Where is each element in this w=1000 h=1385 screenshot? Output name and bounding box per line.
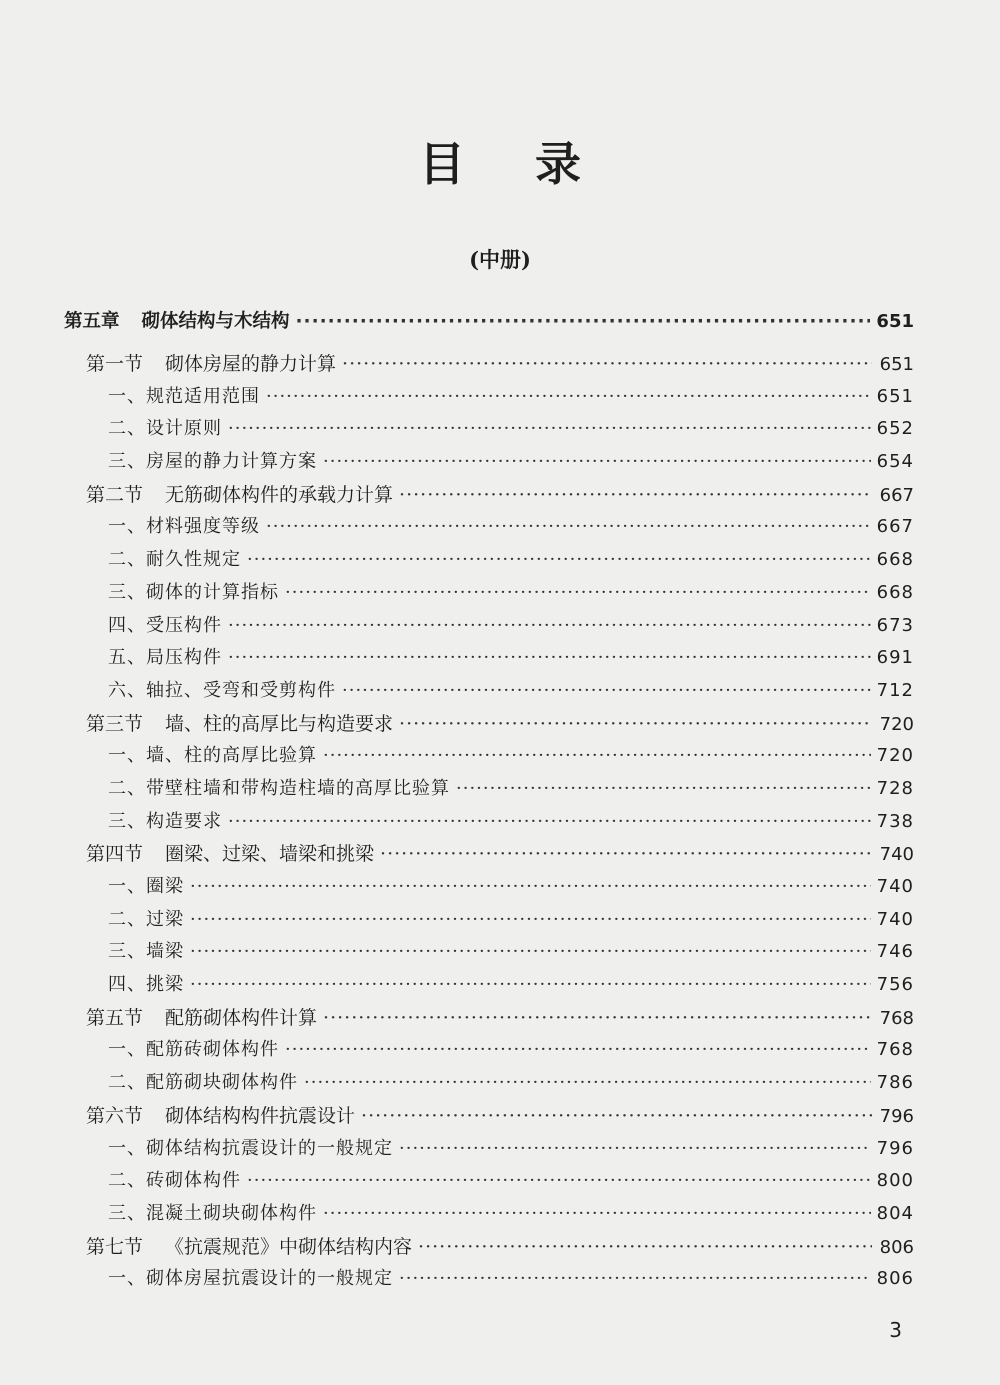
- entry-title: 《抗震规范》中砌体结构内容: [165, 1235, 413, 1258]
- leader-dots: [323, 1198, 871, 1231]
- entry-title: 墙梁: [146, 941, 184, 963]
- entry-number: 第三节: [86, 712, 144, 735]
- leader-dots: [399, 1263, 871, 1296]
- entry-page: 756: [876, 974, 914, 996]
- page-title: 目录: [419, 137, 651, 191]
- toc-item-row[interactable]: [64, 936, 914, 969]
- leader-dots: [228, 806, 871, 839]
- entry-title: 砌体结构抗震设计的一般规定: [146, 1137, 393, 1159]
- toc-item-row[interactable]: [64, 544, 914, 577]
- entry-number: 一、: [108, 516, 146, 538]
- entry-number: 二、: [108, 777, 146, 799]
- toc-chapter-row[interactable]: [64, 306, 914, 348]
- leader-dots: [342, 348, 872, 381]
- entry-number: 六、: [108, 679, 146, 701]
- entry-page: 768: [879, 1007, 914, 1029]
- entry-number: 三、: [108, 810, 146, 832]
- toc-section-row[interactable]: [64, 348, 914, 381]
- entry-page: 652: [876, 418, 914, 440]
- toc-item-row[interactable]: [64, 577, 914, 610]
- entry-page: 740: [876, 876, 914, 897]
- entry-number: 四、: [108, 614, 146, 636]
- entry-number: 二、: [108, 549, 146, 571]
- leader-dots: [380, 838, 872, 871]
- toc-item-row[interactable]: [64, 1067, 914, 1100]
- entry-number: 第四节: [86, 843, 144, 866]
- entry-page: 738: [876, 810, 914, 832]
- entry-title: 挑梁: [146, 974, 184, 996]
- leader-dots: [296, 306, 871, 338]
- entry-title: 圈梁: [146, 876, 184, 897]
- toc-item-row[interactable]: [64, 1034, 914, 1067]
- leader-dots: [266, 511, 871, 544]
- entry-page: 673: [876, 614, 914, 636]
- entry-page: 768: [876, 1039, 914, 1061]
- table-of-contents: [64, 306, 914, 1296]
- entry-page: 667: [879, 484, 914, 506]
- entry-number: 一、: [108, 1268, 146, 1290]
- leader-dots: [361, 1100, 872, 1133]
- entry-title: 规范适用范围: [146, 385, 260, 407]
- leader-dots: [228, 642, 871, 675]
- entry-number: 第二节: [86, 483, 144, 506]
- entry-page: 806: [876, 1268, 914, 1290]
- entry-page: 667: [876, 516, 914, 538]
- entry-title: 材料强度等级: [146, 516, 260, 538]
- entry-title: 构造要求: [146, 810, 222, 832]
- toc-section-row[interactable]: [64, 1100, 914, 1133]
- entry-title: 带壁柱墙和带构造柱墙的高厚比验算: [146, 777, 450, 799]
- toc-section-row[interactable]: [64, 838, 914, 871]
- entry-title: 耐久性规定: [146, 549, 241, 571]
- entry-number: 二、: [108, 1170, 146, 1192]
- leader-dots: [228, 413, 871, 446]
- entry-page: 786: [876, 1072, 914, 1094]
- entry-number: 三、: [108, 1202, 146, 1224]
- toc-item-row[interactable]: [64, 511, 914, 544]
- leader-dots: [247, 544, 871, 577]
- entry-page: 800: [876, 1170, 914, 1192]
- toc-item-row[interactable]: [64, 871, 914, 904]
- entry-page: 806: [879, 1236, 914, 1258]
- chapter-page: 651: [876, 311, 914, 332]
- entry-number: 三、: [108, 941, 146, 963]
- entry-number: 一、: [108, 1137, 146, 1159]
- toc-item-row[interactable]: [64, 740, 914, 773]
- toc-section-row[interactable]: [64, 1002, 914, 1035]
- toc-item-row[interactable]: [64, 675, 914, 708]
- entry-page: 668: [876, 581, 914, 603]
- toc-section-row[interactable]: [64, 1231, 914, 1264]
- volume-label: (中册): [469, 247, 531, 272]
- entry-number: 二、: [108, 908, 146, 930]
- leader-dots: [285, 1034, 871, 1067]
- entry-page: 651: [876, 385, 914, 407]
- toc-item-row[interactable]: [64, 1165, 914, 1198]
- toc-item-row[interactable]: [64, 610, 914, 643]
- entry-page: 740: [876, 908, 914, 930]
- leader-dots: [190, 936, 871, 969]
- entry-title: 砖砌体构件: [146, 1170, 241, 1192]
- entry-title: 配筋砖砌体构件: [146, 1039, 279, 1061]
- entry-title: 过梁: [146, 908, 184, 930]
- entry-page: 720: [876, 745, 914, 767]
- leader-dots: [190, 904, 871, 937]
- entry-page: 651: [879, 354, 914, 375]
- entry-page: 728: [876, 777, 914, 799]
- page-number: 3: [889, 1318, 902, 1342]
- entry-title: 砌体的计算指标: [146, 581, 279, 603]
- toc-item-row[interactable]: [64, 806, 914, 839]
- leader-dots: [399, 479, 872, 512]
- chapter-number: 第五章: [64, 311, 120, 332]
- entry-page: 796: [876, 1137, 914, 1159]
- toc-item-row[interactable]: [64, 446, 914, 479]
- leader-dots: [190, 871, 871, 904]
- entry-page: 796: [879, 1105, 914, 1127]
- entry-number: 第六节: [86, 1104, 144, 1127]
- toc-item-row[interactable]: [64, 773, 914, 806]
- entry-title: 墙、柱的高厚比与构造要求: [165, 712, 394, 735]
- toc-item-row[interactable]: [64, 381, 914, 414]
- entry-number: 第五节: [86, 1006, 144, 1029]
- entry-number: 二、: [108, 418, 146, 440]
- toc-section-row[interactable]: [64, 479, 914, 512]
- leader-dots: [285, 577, 871, 610]
- entry-number: 三、: [108, 451, 146, 473]
- entry-title: 受压构件: [146, 614, 222, 636]
- toc-section-row[interactable]: [64, 708, 914, 741]
- leader-dots: [190, 969, 871, 1002]
- entry-page: 654: [876, 451, 914, 473]
- toc-item-row[interactable]: [64, 1133, 914, 1166]
- entry-page: 740: [879, 844, 914, 866]
- leader-dots: [266, 381, 871, 414]
- entry-number: 二、: [108, 1072, 146, 1094]
- entry-title: 砌体房屋的静力计算: [165, 353, 337, 375]
- entry-number: 五、: [108, 647, 146, 669]
- entry-title: 砌体房屋抗震设计的一般规定: [146, 1268, 393, 1290]
- entry-title: 墙、柱的高厚比验算: [146, 745, 317, 767]
- toc-item-row[interactable]: [64, 1198, 914, 1231]
- leader-dots: [323, 1002, 872, 1035]
- entry-page: 804: [876, 1202, 914, 1224]
- entry-number: 一、: [108, 745, 146, 767]
- leader-dots: [399, 708, 872, 741]
- entry-title: 配筋砌体构件计算: [165, 1006, 318, 1029]
- toc-item-row[interactable]: [64, 969, 914, 1002]
- chapter-title: 砌体结构与木结构: [141, 311, 290, 332]
- entry-number: 三、: [108, 581, 146, 603]
- entry-number: 第七节: [86, 1235, 144, 1258]
- entry-title: 设计原则: [146, 418, 222, 440]
- entry-number: 一、: [108, 1039, 146, 1061]
- toc-item-row[interactable]: [64, 413, 914, 446]
- entry-title: 轴拉、受弯和受剪构件: [146, 679, 336, 701]
- leader-dots: [304, 1067, 871, 1100]
- entry-page: 691: [876, 647, 914, 669]
- entry-title: 圈梁、过梁、墙梁和挑梁: [165, 843, 375, 866]
- toc-item-row[interactable]: [64, 904, 914, 937]
- entry-page: 668: [876, 549, 914, 571]
- entry-page: 746: [876, 941, 914, 963]
- leader-dots: [323, 446, 871, 479]
- entry-page: 712: [876, 679, 914, 701]
- leader-dots: [228, 610, 871, 643]
- entry-page: 720: [879, 713, 914, 735]
- entry-number: 一、: [108, 876, 146, 897]
- leader-dots: [323, 740, 871, 773]
- entry-title: 配筋砌块砌体构件: [146, 1072, 298, 1094]
- entry-number: 四、: [108, 974, 146, 996]
- leader-dots: [418, 1231, 872, 1264]
- entry-title: 无筋砌体构件的承载力计算: [165, 483, 394, 506]
- leader-dots: [456, 773, 871, 806]
- toc-item-row[interactable]: [64, 1263, 914, 1296]
- leader-dots: [399, 1133, 871, 1166]
- leader-dots: [247, 1165, 871, 1198]
- entry-number: 一、: [108, 385, 146, 407]
- entry-title: 房屋的静力计算方案: [146, 451, 317, 473]
- leader-dots: [342, 675, 871, 708]
- entry-title: 局压构件: [146, 647, 222, 669]
- toc-entries: [64, 348, 914, 1296]
- toc-item-row[interactable]: [64, 642, 914, 675]
- entry-title: 混凝土砌块砌体构件: [146, 1202, 317, 1224]
- entry-title: 砌体结构构件抗震设计: [165, 1104, 356, 1127]
- entry-number: 第一节: [86, 353, 144, 375]
